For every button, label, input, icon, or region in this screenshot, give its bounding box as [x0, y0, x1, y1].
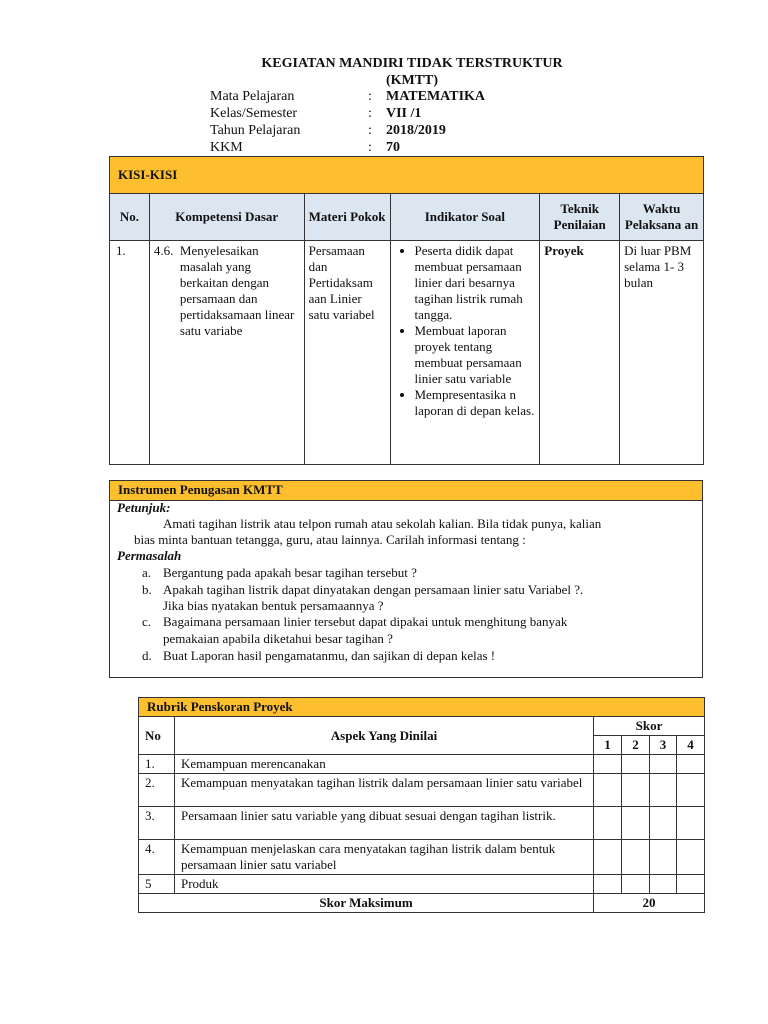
table-row: [139, 755, 705, 774]
row-aspek: Kemampuan merencanakan: [174, 755, 593, 774]
kd-text: Menyelesaikan masalah yang berkaitan dengan persamaan dan pertidaksamaan linear satu variabe: [179, 243, 295, 338]
list-item: Bergantung pada apakah besar tagihan tersebut ?: [163, 565, 417, 580]
column-header-aspek: Aspek Yang Dinilai: [174, 717, 593, 755]
column-header-teknik: Teknik Penilaian: [540, 194, 620, 241]
skor-col-1: 1: [594, 736, 622, 755]
row-no: 5: [139, 875, 175, 894]
row-no: 2.: [139, 774, 175, 807]
kisi-kisi-table: [109, 156, 704, 465]
permasalahan-label: Permasalah: [117, 548, 182, 563]
column-header-materi: Materi Pokok: [304, 194, 390, 241]
meta-label: Mata Pelajaran: [210, 89, 295, 104]
column-header-skor: Skor: [594, 717, 705, 736]
skor-col-4: 4: [676, 736, 704, 755]
petunjuk-text: bias minta bantuan tetangga, guru, atau lainnya. Carilah informasi tentang :: [134, 532, 526, 547]
row-materi: Persamaan dan Pertidaksam aan Linier satu variabel: [304, 241, 390, 465]
skor-cell: [676, 755, 704, 774]
kisi-kisi-header: KISI-KISI: [110, 157, 704, 194]
row-teknik: Proyek: [540, 241, 620, 465]
meta-label: KKM: [210, 140, 243, 155]
document-title: KEGIATAN MANDIRI TIDAK TERSTRUKTUR: [261, 56, 563, 71]
row-aspek: Kemampuan menjelaskan cara menyatakan tagihan listrik dalam bentuk persamaan linier satu variabel: [174, 840, 593, 875]
indikator-list: [395, 243, 536, 419]
skor-maksimum-value: 20: [594, 894, 705, 913]
skor-cell: [650, 875, 677, 894]
list-item: Bagaimana persamaan linier tersebut dapat dipakai untuk menghitung banyak: [163, 614, 568, 629]
meta-colon: :: [368, 106, 372, 121]
meta-value: VII /1: [386, 106, 422, 121]
row-kompetensi: [149, 241, 304, 465]
table-row: [139, 807, 705, 840]
list-item-continued: Jika bias nyatakan bentuk persamaannya ?: [163, 598, 384, 613]
kd-number: 4.6.: [153, 243, 174, 258]
petunjuk-label: Petunjuk:: [117, 500, 171, 515]
table-row: [139, 774, 705, 807]
row-indikator: [390, 241, 540, 465]
table-row: [110, 241, 704, 465]
item-mark: a.: [142, 565, 152, 580]
skor-cell: [594, 875, 622, 894]
item-mark: c.: [142, 614, 152, 629]
table-row: [139, 840, 705, 875]
skor-cell: [622, 807, 650, 840]
row-no: 1.: [139, 755, 175, 774]
skor-cell: [622, 755, 650, 774]
document-subtitle: (KMTT): [385, 73, 439, 88]
row-no: 4.: [139, 840, 175, 875]
skor-cell: [594, 774, 622, 807]
row-aspek: Persamaan linier satu variable yang dibuat sesuai dengan tagihan listrik.: [174, 807, 593, 840]
row-no: 3.: [139, 807, 175, 840]
list-item: • Peserta didik dapat membuat persamaan linier dari besarnya tagihan listrik rumah tangga.: [415, 243, 536, 323]
skor-cell: [594, 755, 622, 774]
row-aspek: Kemampuan menyatakan tagihan listrik dalam persamaan linier satu variabel: [174, 774, 593, 807]
meta-value: 70: [386, 140, 400, 155]
meta-colon: :: [368, 140, 372, 155]
skor-col-2: 2: [622, 736, 650, 755]
column-header-no: No: [139, 717, 175, 755]
skor-cell: [650, 774, 677, 807]
skor-cell: [676, 875, 704, 894]
skor-cell: [622, 774, 650, 807]
row-waktu: Di luar PBM selama 1- 3 bulan: [620, 241, 704, 465]
skor-cell: [650, 840, 677, 875]
instrumen-box: [109, 480, 703, 678]
column-header-kompetensi: Kompetensi Dasar: [149, 194, 304, 241]
skor-cell: [594, 807, 622, 840]
list-item: • Mempresentasika n laporan di depan kelas.: [415, 387, 536, 419]
instrumen-header: Instrumen Penugasan KMTT: [110, 481, 702, 501]
petunjuk-text: Amati tagihan listrik atau telpon rumah atau sekolah kalian. Bila tidak punya, kalian: [163, 516, 602, 531]
item-mark: b.: [142, 582, 152, 597]
skor-cell: [622, 875, 650, 894]
table-row: [139, 875, 705, 894]
column-header-indikator: Indikator Soal: [390, 194, 540, 241]
row-aspek: Produk: [174, 875, 593, 894]
row-no: 1.: [110, 241, 150, 465]
skor-cell: [650, 807, 677, 840]
column-header-waktu: Waktu Pelaksana an: [620, 194, 704, 241]
skor-maksimum-label: Skor Maksimum: [139, 894, 594, 913]
meta-block: [0, 89, 768, 159]
meta-value: MATEMATIKA: [386, 89, 486, 104]
meta-colon: :: [368, 123, 372, 138]
list-item-continued: pemakaian apabila diketahui besar tagihan ?: [163, 631, 393, 646]
skor-cell: [622, 840, 650, 875]
skor-col-3: 3: [650, 736, 677, 755]
rubrik-header: Rubrik Penskoran Proyek: [139, 698, 705, 717]
item-mark: d.: [142, 648, 152, 663]
skor-cell: [676, 807, 704, 840]
skor-cell: [676, 840, 704, 875]
skor-cell: [650, 755, 677, 774]
meta-value: 2018/2019: [386, 123, 446, 138]
list-item: Buat Laporan hasil pengamatanmu, dan sajikan di depan kelas !: [163, 648, 496, 663]
column-header-no: No.: [110, 194, 150, 241]
list-item: • Membuat laporan proyek tentang membuat persamaan linier satu variable: [415, 323, 536, 387]
list-item: Apakah tagihan listrik dapat dinyatakan dengan persamaan linier satu Variabel ?.: [163, 582, 584, 597]
meta-label: Tahun Pelajaran: [210, 123, 301, 138]
meta-label: Kelas/Semester: [210, 106, 298, 121]
rubrik-table: [138, 697, 705, 913]
meta-colon: :: [368, 89, 372, 104]
skor-cell: [676, 774, 704, 807]
skor-cell: [594, 840, 622, 875]
